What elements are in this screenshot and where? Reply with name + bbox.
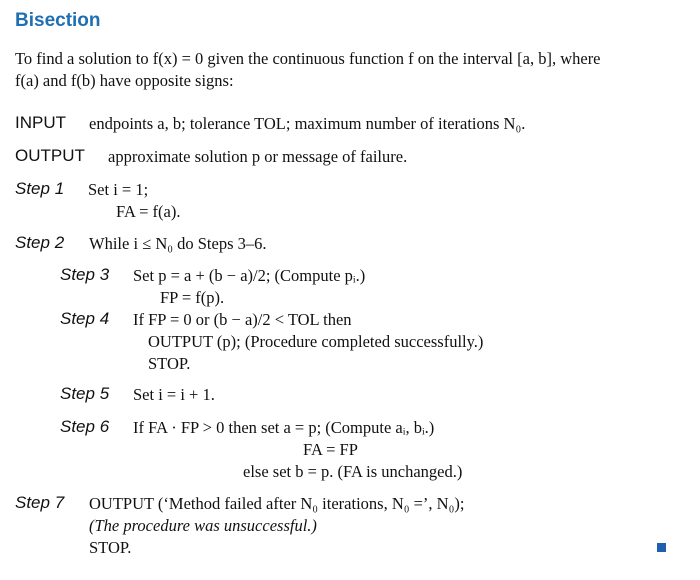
output-label: OUTPUT [15, 146, 85, 165]
step-7-line-2: (The procedure was unsuccessful.) [89, 516, 317, 535]
step-3-label: Step 3 [60, 265, 110, 284]
step-3-line-1: Set p = a + (b − a)/2; (Compute pᵢ.) [133, 266, 366, 285]
intro-line-1: To find a solution to f(x) = 0 given the continuous function f on the interval [a, b], where [15, 49, 601, 68]
step-6-line-2: FA = FP [303, 440, 358, 459]
output-text: approximate solution p or message of failure. [108, 147, 408, 166]
step-1-line-1: Set i = 1; [88, 180, 149, 199]
algorithm-title: Bisection [15, 10, 101, 31]
step-2-line-1: While i ≤ N₀ do Steps 3–6. [89, 234, 267, 253]
input-text: endpoints a, b; tolerance TOL; maximum number of iterations N₀. [89, 114, 526, 133]
step-4-line-3: STOP. [148, 354, 191, 373]
step-5-label: Step 5 [60, 384, 110, 403]
step-6-label: Step 6 [60, 417, 110, 436]
step-7-line-1: OUTPUT (‘Method failed after N₀ iterations, N₀ =’, N₀); [89, 494, 465, 513]
step-1-label: Step 1 [15, 179, 65, 198]
step-1-line-2: FA = f(a). [116, 202, 181, 221]
step-6-line-1: If FA · FP > 0 then set a = p; (Compute aᵢ, bᵢ.) [133, 418, 435, 437]
step-3-line-2: FP = f(p). [160, 288, 225, 307]
step-7-label: Step 7 [15, 493, 65, 512]
step-4-line-1: If FP = 0 or (b − a)/2 < TOL then [133, 310, 352, 329]
end-of-algorithm-square-icon [657, 543, 666, 552]
step-6-line-3: else set b = p. (FA is unchanged.) [243, 462, 463, 481]
intro-line-2: f(a) and f(b) have opposite signs: [15, 71, 234, 90]
step-5-line-1: Set i = i + 1. [133, 385, 215, 404]
input-label: INPUT [15, 113, 66, 132]
step-7-line-3: STOP. [89, 538, 132, 557]
step-4-line-2: OUTPUT (p); (Procedure completed successfully.) [148, 332, 484, 351]
step-2-label: Step 2 [15, 233, 65, 252]
step-4-label: Step 4 [60, 309, 110, 328]
